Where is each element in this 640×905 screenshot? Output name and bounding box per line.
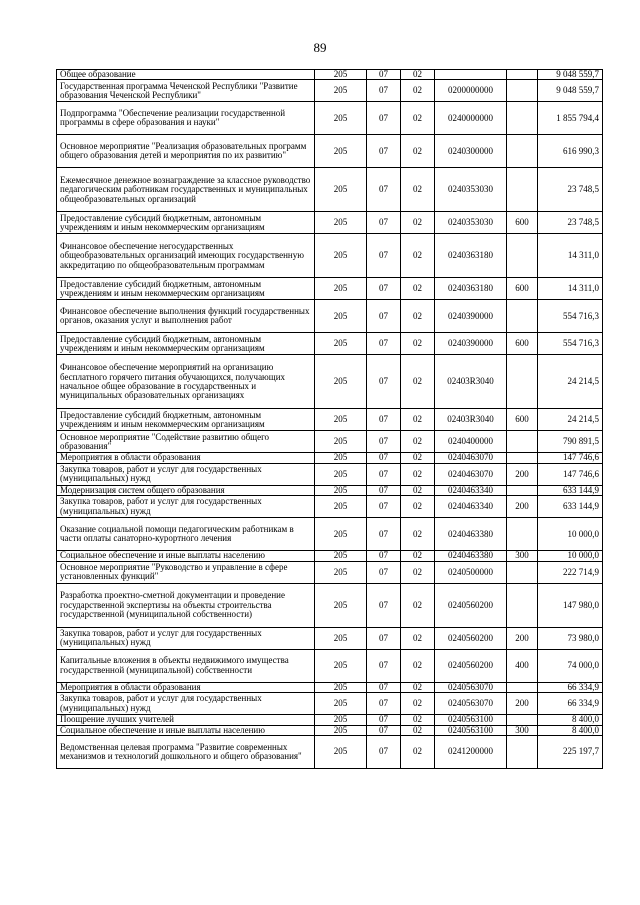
row-sum: 554 716,3 xyxy=(538,333,603,355)
row-name: Модернизация систем общего образования xyxy=(57,485,315,495)
row-name: Капитальные вложения в объекты недвижимого имущества государственной (муниципальной) собственности xyxy=(57,649,315,682)
row-sum: 616 990,3 xyxy=(538,135,603,168)
row-csr: 02403R3040 xyxy=(435,409,507,431)
table-row xyxy=(57,80,603,102)
table-row xyxy=(57,431,603,453)
row-vr: 300 xyxy=(507,725,538,735)
row-vr xyxy=(507,102,538,135)
row-rz: 07 xyxy=(367,693,401,715)
row-name: Предоставление субсидий бюджетным, автономным учреждениям и иным некоммерческим организациям xyxy=(57,409,315,431)
row-csr: 0240363180 xyxy=(435,234,507,278)
row-ved: 205 xyxy=(315,693,367,715)
row-sum: 73 980,0 xyxy=(538,627,603,649)
row-vr xyxy=(507,682,538,692)
row-pr: 02 xyxy=(401,431,435,453)
row-name: Закупка товаров, работ и услуг для государственных (муниципальных) нужд xyxy=(57,627,315,649)
row-name: Подпрограмма "Обеспечение реализации государственной программы в сфере образования и науки" xyxy=(57,102,315,135)
row-ved: 205 xyxy=(315,278,367,300)
row-sum: 23 748,5 xyxy=(538,212,603,234)
row-vr xyxy=(507,135,538,168)
table-row xyxy=(57,212,603,234)
row-name: Основное мероприятие "Содействие развитию общего образования" xyxy=(57,431,315,453)
row-csr: 0240560200 xyxy=(435,583,507,627)
row-vr: 600 xyxy=(507,409,538,431)
row-csr: 0240463340 xyxy=(435,485,507,495)
row-vr xyxy=(507,736,538,769)
table-row xyxy=(57,355,603,409)
row-pr: 02 xyxy=(401,736,435,769)
table-row xyxy=(57,736,603,769)
row-sum: 1 855 794,4 xyxy=(538,102,603,135)
row-ved: 205 xyxy=(315,485,367,495)
table-row xyxy=(57,409,603,431)
row-csr: 0240560200 xyxy=(435,649,507,682)
row-csr: 0240463340 xyxy=(435,496,507,518)
table-row xyxy=(57,583,603,627)
row-rz: 07 xyxy=(367,561,401,583)
row-vr xyxy=(507,485,538,495)
row-pr: 02 xyxy=(401,80,435,102)
table-row xyxy=(57,518,603,551)
row-rz: 07 xyxy=(367,649,401,682)
row-pr: 02 xyxy=(401,333,435,355)
row-ved: 205 xyxy=(315,355,367,409)
row-sum: 633 144,9 xyxy=(538,496,603,518)
row-rz: 07 xyxy=(367,333,401,355)
row-rz: 07 xyxy=(367,736,401,769)
row-name: Социальное обеспечение и иные выплаты населению xyxy=(57,551,315,561)
row-pr: 02 xyxy=(401,649,435,682)
row-ved: 205 xyxy=(315,70,367,80)
row-vr: 600 xyxy=(507,333,538,355)
row-name: Закупка товаров, работ и услуг для государственных (муниципальных) нужд xyxy=(57,693,315,715)
row-sum: 14 311,0 xyxy=(538,278,603,300)
row-sum: 9 048 559,7 xyxy=(538,70,603,80)
row-sum: 66 334,9 xyxy=(538,682,603,692)
row-ved: 205 xyxy=(315,463,367,485)
row-csr: 0240563070 xyxy=(435,682,507,692)
row-ved: 205 xyxy=(315,300,367,333)
row-name: Основное мероприятие "Руководство и управление в сфере установленных функций" xyxy=(57,561,315,583)
row-pr: 02 xyxy=(401,485,435,495)
row-vr: 200 xyxy=(507,627,538,649)
row-ved: 205 xyxy=(315,715,367,725)
row-pr: 02 xyxy=(401,627,435,649)
row-ved: 205 xyxy=(315,453,367,463)
table-row xyxy=(57,682,603,692)
row-name: Поощрение лучших учителей xyxy=(57,715,315,725)
row-pr: 02 xyxy=(401,693,435,715)
table-row xyxy=(57,102,603,135)
table-row xyxy=(57,693,603,715)
row-vr: 300 xyxy=(507,551,538,561)
row-csr: 0240300000 xyxy=(435,135,507,168)
row-ved: 205 xyxy=(315,736,367,769)
row-sum: 14 311,0 xyxy=(538,234,603,278)
row-vr xyxy=(507,583,538,627)
row-pr: 02 xyxy=(401,409,435,431)
row-rz: 07 xyxy=(367,234,401,278)
row-rz: 07 xyxy=(367,70,401,80)
row-sum: 225 197,7 xyxy=(538,736,603,769)
row-csr: 0240463380 xyxy=(435,551,507,561)
row-rz: 07 xyxy=(367,300,401,333)
table-row xyxy=(57,551,603,561)
row-rz: 07 xyxy=(367,80,401,102)
row-ved: 205 xyxy=(315,561,367,583)
row-name: Социальное обеспечение и иные выплаты населению xyxy=(57,725,315,735)
row-csr: 0240463380 xyxy=(435,518,507,551)
row-sum: 554 716,3 xyxy=(538,300,603,333)
table-row xyxy=(57,168,603,212)
row-csr: 02403R3040 xyxy=(435,355,507,409)
row-rz: 07 xyxy=(367,682,401,692)
row-csr: 0200000000 xyxy=(435,80,507,102)
row-rz: 07 xyxy=(367,453,401,463)
row-csr: 0240563070 xyxy=(435,693,507,715)
row-ved: 205 xyxy=(315,583,367,627)
row-vr: 200 xyxy=(507,693,538,715)
row-vr: 400 xyxy=(507,649,538,682)
row-rz: 07 xyxy=(367,102,401,135)
row-pr: 02 xyxy=(401,212,435,234)
row-rz: 07 xyxy=(367,496,401,518)
row-ved: 205 xyxy=(315,682,367,692)
row-pr: 02 xyxy=(401,102,435,135)
row-name: Ежемесячное денежное вознаграждение за классное руководство педагогическим работникам государственных и муниципальных общеобразовательных организаций xyxy=(57,168,315,212)
row-name: Финансовое обеспечение мероприятий на организацию бесплатного горячего питания обучающихся, получающих начальное общее образование в государственных и муниципальных образовательных организациях xyxy=(57,355,315,409)
row-sum: 9 048 559,7 xyxy=(538,80,603,102)
table-row xyxy=(57,715,603,725)
row-ved: 205 xyxy=(315,102,367,135)
row-sum: 8 400,0 xyxy=(538,715,603,725)
row-pr: 02 xyxy=(401,234,435,278)
row-csr: 0240000000 xyxy=(435,102,507,135)
row-sum: 8 400,0 xyxy=(538,725,603,735)
budget-table xyxy=(56,69,603,769)
row-sum: 147 980,0 xyxy=(538,583,603,627)
row-rz: 07 xyxy=(367,168,401,212)
row-sum: 24 214,5 xyxy=(538,355,603,409)
row-ved: 205 xyxy=(315,431,367,453)
row-rz: 07 xyxy=(367,278,401,300)
row-vr xyxy=(507,561,538,583)
row-ved: 205 xyxy=(315,409,367,431)
page-number: 89 xyxy=(313,40,327,55)
row-ved: 205 xyxy=(315,135,367,168)
row-ved: 205 xyxy=(315,551,367,561)
table-row xyxy=(57,561,603,583)
row-vr xyxy=(507,518,538,551)
row-pr: 02 xyxy=(401,682,435,692)
row-ved: 205 xyxy=(315,168,367,212)
row-name: Закупка товаров, работ и услуг для государственных (муниципальных) нужд xyxy=(57,496,315,518)
table-row xyxy=(57,278,603,300)
row-csr: 0240390000 xyxy=(435,300,507,333)
row-pr: 02 xyxy=(401,135,435,168)
row-csr: 0240353030 xyxy=(435,212,507,234)
row-sum: 633 144,9 xyxy=(538,485,603,495)
row-pr: 02 xyxy=(401,715,435,725)
row-vr xyxy=(507,300,538,333)
table-row xyxy=(57,135,603,168)
row-rz: 07 xyxy=(367,715,401,725)
row-sum: 10 000,0 xyxy=(538,518,603,551)
row-csr: 0240463070 xyxy=(435,453,507,463)
row-csr xyxy=(435,70,507,80)
row-name: Мероприятия в области образования xyxy=(57,682,315,692)
row-vr xyxy=(507,431,538,453)
table-row xyxy=(57,333,603,355)
row-pr: 02 xyxy=(401,463,435,485)
row-vr xyxy=(507,715,538,725)
row-vr xyxy=(507,70,538,80)
row-sum: 790 891,5 xyxy=(538,431,603,453)
row-csr: 0240463070 xyxy=(435,463,507,485)
table-row xyxy=(57,627,603,649)
table-row xyxy=(57,725,603,735)
table-row xyxy=(57,496,603,518)
row-sum: 222 714,9 xyxy=(538,561,603,583)
row-vr xyxy=(507,234,538,278)
row-ved: 205 xyxy=(315,80,367,102)
table-row xyxy=(57,453,603,463)
row-name: Закупка товаров, работ и услуг для государственных (муниципальных) нужд xyxy=(57,463,315,485)
row-rz: 07 xyxy=(367,485,401,495)
row-name: Предоставление субсидий бюджетным, автономным учреждениям и иным некоммерческим организациям xyxy=(57,278,315,300)
row-ved: 205 xyxy=(315,649,367,682)
row-sum: 147 746,6 xyxy=(538,453,603,463)
row-pr: 02 xyxy=(401,551,435,561)
row-csr: 0240363180 xyxy=(435,278,507,300)
row-rz: 07 xyxy=(367,551,401,561)
row-pr: 02 xyxy=(401,453,435,463)
row-sum: 10 000,0 xyxy=(538,551,603,561)
row-name: Финансовое обеспечение негосударственных общеобразовательных организаций имеющих государственную аккредитацию по общеобразовательным программам xyxy=(57,234,315,278)
row-vr xyxy=(507,453,538,463)
row-vr: 600 xyxy=(507,212,538,234)
row-name: Государственная программа Чеченской Республики "Развитие образования Чеченской Республики" xyxy=(57,80,315,102)
row-ved: 205 xyxy=(315,496,367,518)
row-rz: 07 xyxy=(367,627,401,649)
table-row xyxy=(57,300,603,333)
row-name: Финансовое обеспечение выполнения функций государственных органов, оказания услуг и выполнения работ xyxy=(57,300,315,333)
row-rz: 07 xyxy=(367,355,401,409)
row-vr xyxy=(507,168,538,212)
row-csr: 0240500000 xyxy=(435,561,507,583)
row-rz: 07 xyxy=(367,725,401,735)
row-name: Ведомственная целевая программа "Развитие современных механизмов и технологий дошкольного и общего образования" xyxy=(57,736,315,769)
row-pr: 02 xyxy=(401,355,435,409)
row-name: Общее образование xyxy=(57,70,315,80)
row-ved: 205 xyxy=(315,234,367,278)
row-rz: 07 xyxy=(367,463,401,485)
row-rz: 07 xyxy=(367,409,401,431)
table-row xyxy=(57,234,603,278)
row-name: Предоставление субсидий бюджетным, автономным учреждениям и иным некоммерческим организациям xyxy=(57,333,315,355)
row-rz: 07 xyxy=(367,431,401,453)
row-vr xyxy=(507,355,538,409)
row-sum: 66 334,9 xyxy=(538,693,603,715)
row-ved: 205 xyxy=(315,518,367,551)
row-pr: 02 xyxy=(401,496,435,518)
row-pr: 02 xyxy=(401,725,435,735)
row-ved: 205 xyxy=(315,333,367,355)
row-rz: 07 xyxy=(367,135,401,168)
row-name: Мероприятия в области образования xyxy=(57,453,315,463)
row-name: Предоставление субсидий бюджетным, автономным учреждениям и иным некоммерческим организациям xyxy=(57,212,315,234)
table-row xyxy=(57,649,603,682)
row-csr: 0240400000 xyxy=(435,431,507,453)
row-pr: 02 xyxy=(401,561,435,583)
row-vr: 200 xyxy=(507,463,538,485)
row-sum: 74 000,0 xyxy=(538,649,603,682)
row-csr: 0240390000 xyxy=(435,333,507,355)
row-pr: 02 xyxy=(401,70,435,80)
row-csr: 0241200000 xyxy=(435,736,507,769)
row-vr: 600 xyxy=(507,278,538,300)
row-sum: 147 746,6 xyxy=(538,463,603,485)
row-rz: 07 xyxy=(367,583,401,627)
row-sum: 23 748,5 xyxy=(538,168,603,212)
row-rz: 07 xyxy=(367,212,401,234)
table-row xyxy=(57,70,603,80)
row-name: Разработка проектно-сметной документации и проведение государственной экспертизы на объекты строительства государственной (муниципальной собственности) xyxy=(57,583,315,627)
row-sum: 24 214,5 xyxy=(538,409,603,431)
row-ved: 205 xyxy=(315,725,367,735)
row-pr: 02 xyxy=(401,583,435,627)
row-ved: 205 xyxy=(315,627,367,649)
table-row xyxy=(57,463,603,485)
row-pr: 02 xyxy=(401,278,435,300)
row-pr: 02 xyxy=(401,518,435,551)
row-name: Основное мероприятие "Реализация образовательных программ общего образования детей и мероприятия по их развитию" xyxy=(57,135,315,168)
row-vr: 200 xyxy=(507,496,538,518)
row-vr xyxy=(507,80,538,102)
row-csr: 0240563100 xyxy=(435,715,507,725)
row-ved: 205 xyxy=(315,212,367,234)
row-name: Оказание социальной помощи педагогическим работникам в части оплаты санаторно-курортного лечения xyxy=(57,518,315,551)
row-rz: 07 xyxy=(367,518,401,551)
row-csr: 0240353030 xyxy=(435,168,507,212)
row-pr: 02 xyxy=(401,300,435,333)
row-csr: 0240560200 xyxy=(435,627,507,649)
table-row xyxy=(57,485,603,495)
row-csr: 0240563100 xyxy=(435,725,507,735)
row-pr: 02 xyxy=(401,168,435,212)
